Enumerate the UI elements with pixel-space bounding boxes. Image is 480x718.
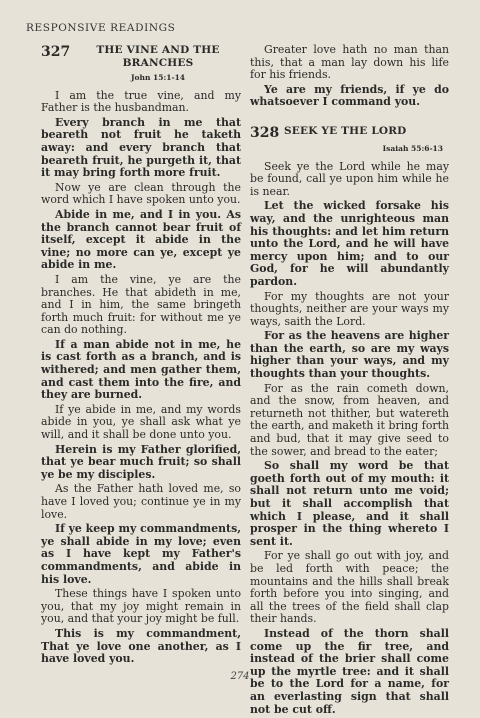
selection-title: SEEK YE THE LORD: [284, 124, 407, 137]
leader-verse: Greater love hath no man than this, that a man lay down his life for his friends.: [250, 43, 449, 82]
leader-verse: For ye shall go out with joy, and be led forth with peace; the mountains and the hills shall break forth before you into singing, and all the trees of the field shall clap their hands.: [250, 549, 449, 626]
page-number: 274: [230, 671, 250, 682]
congregation-verse: Ye are my friends, if ye do whatsoever I command you.: [250, 82, 449, 109]
congregation-verse: Herein is my Father glorified, that ye bear much fruit; so shall ye be my disciples.: [41, 442, 241, 481]
right-column: [250, 44, 449, 718]
congregation-verse: This is my commandment, That ye love one another, as I have loved you.: [41, 626, 241, 666]
leader-verse: Seek ye the Lord while he may be found, call ye upon him while he is near.: [250, 159, 449, 198]
leader-verse: For my thoughts are not your thoughts, neither are your ways my ways, saith the Lord.: [250, 289, 449, 328]
congregation-verse: Let the wicked forsake his way, and the unrighteous man his thoughts: and let him return unto the Lord, and he will have mercy upon him; and to our God, for he will abundantly pardon.: [250, 199, 449, 288]
reading-328-verses: [250, 161, 449, 717]
selection-title: THE VINE AND THE BRANCHES: [96, 44, 220, 69]
running-header: RESPONSIVE READINGS: [26, 22, 176, 34]
reading-327-verses: [41, 90, 241, 666]
congregation-verse: Every branch in me that beareth not fruit he taketh away: and every branch that beareth fruit, he purgeth it, that it may bring forth more fruit.: [41, 115, 241, 180]
congregation-verse: If a man abide not in me, he is cast forth as a branch, and is withered; and men gather them, and cast them into the fire, and they are burned.: [41, 337, 241, 402]
left-column: [41, 44, 241, 668]
leader-verse: For as the rain cometh down, and the snow, from heaven, and returneth not thither, but watereth the earth, and maketh it bring forth and bud, that it may give seed to the sower, and bread to the eater;: [250, 381, 449, 458]
congregation-verse: Abide in me, and I in you. As the branch cannot bear fruit of itself, except it abide in the vine; no more can ye, except ye abide in me.: [41, 207, 241, 272]
leader-verse: These things have I spoken unto you, that my joy might remain in you, and that your joy might be full.: [41, 587, 241, 626]
leader-verse: I am the true vine, and my Father is the husbandman.: [41, 88, 241, 115]
selection-number: 327: [41, 44, 71, 60]
scripture-reference: Isaiah 55:6-13: [382, 143, 443, 153]
leader-verse: I am the vine, ye are the branches. He that abideth in me, and I in him, the same bringeth forth much fruit: for without me ye can do nothing.: [41, 272, 241, 337]
reading-327-continued: [250, 44, 449, 109]
scripture-reference: John 15:1-14: [130, 73, 186, 82]
selection-328-heading: [250, 125, 449, 141]
leader-verse: As the Father hath loved me, so have I loved you; continue ye in my love.: [41, 482, 241, 521]
leader-verse: Now ye are clean through the word which I have spoken unto you.: [41, 180, 241, 207]
congregation-verse: For as the heavens are higher than the earth, so are my ways higher than your ways, and my thoughts than your thoughts.: [250, 329, 449, 381]
selection-number: 328: [250, 124, 280, 141]
congregation-verse: So shall my word be that goeth forth out of my mouth: it shall not return unto me void; but it shall accomplish that which I please, and it shall prosper in the thing whereto I sent it.: [250, 459, 449, 548]
congregation-verse: If ye keep my commandments, ye shall abide in my love; even as I have kept my Father's commandments, and abide in his love.: [41, 522, 241, 586]
congregation-verse: Instead of the thorn shall come up the fir tree, and instead of the brier shall come up the myrtle tree: and it shall be to the Lord for a name, for an everlasting sign that shall not be cut off.: [250, 626, 449, 716]
leader-verse: If ye abide in me, and my words abide in you, ye shall ask what ye will, and it shall be done unto you.: [41, 402, 241, 442]
selection-327-heading: [41, 44, 241, 70]
